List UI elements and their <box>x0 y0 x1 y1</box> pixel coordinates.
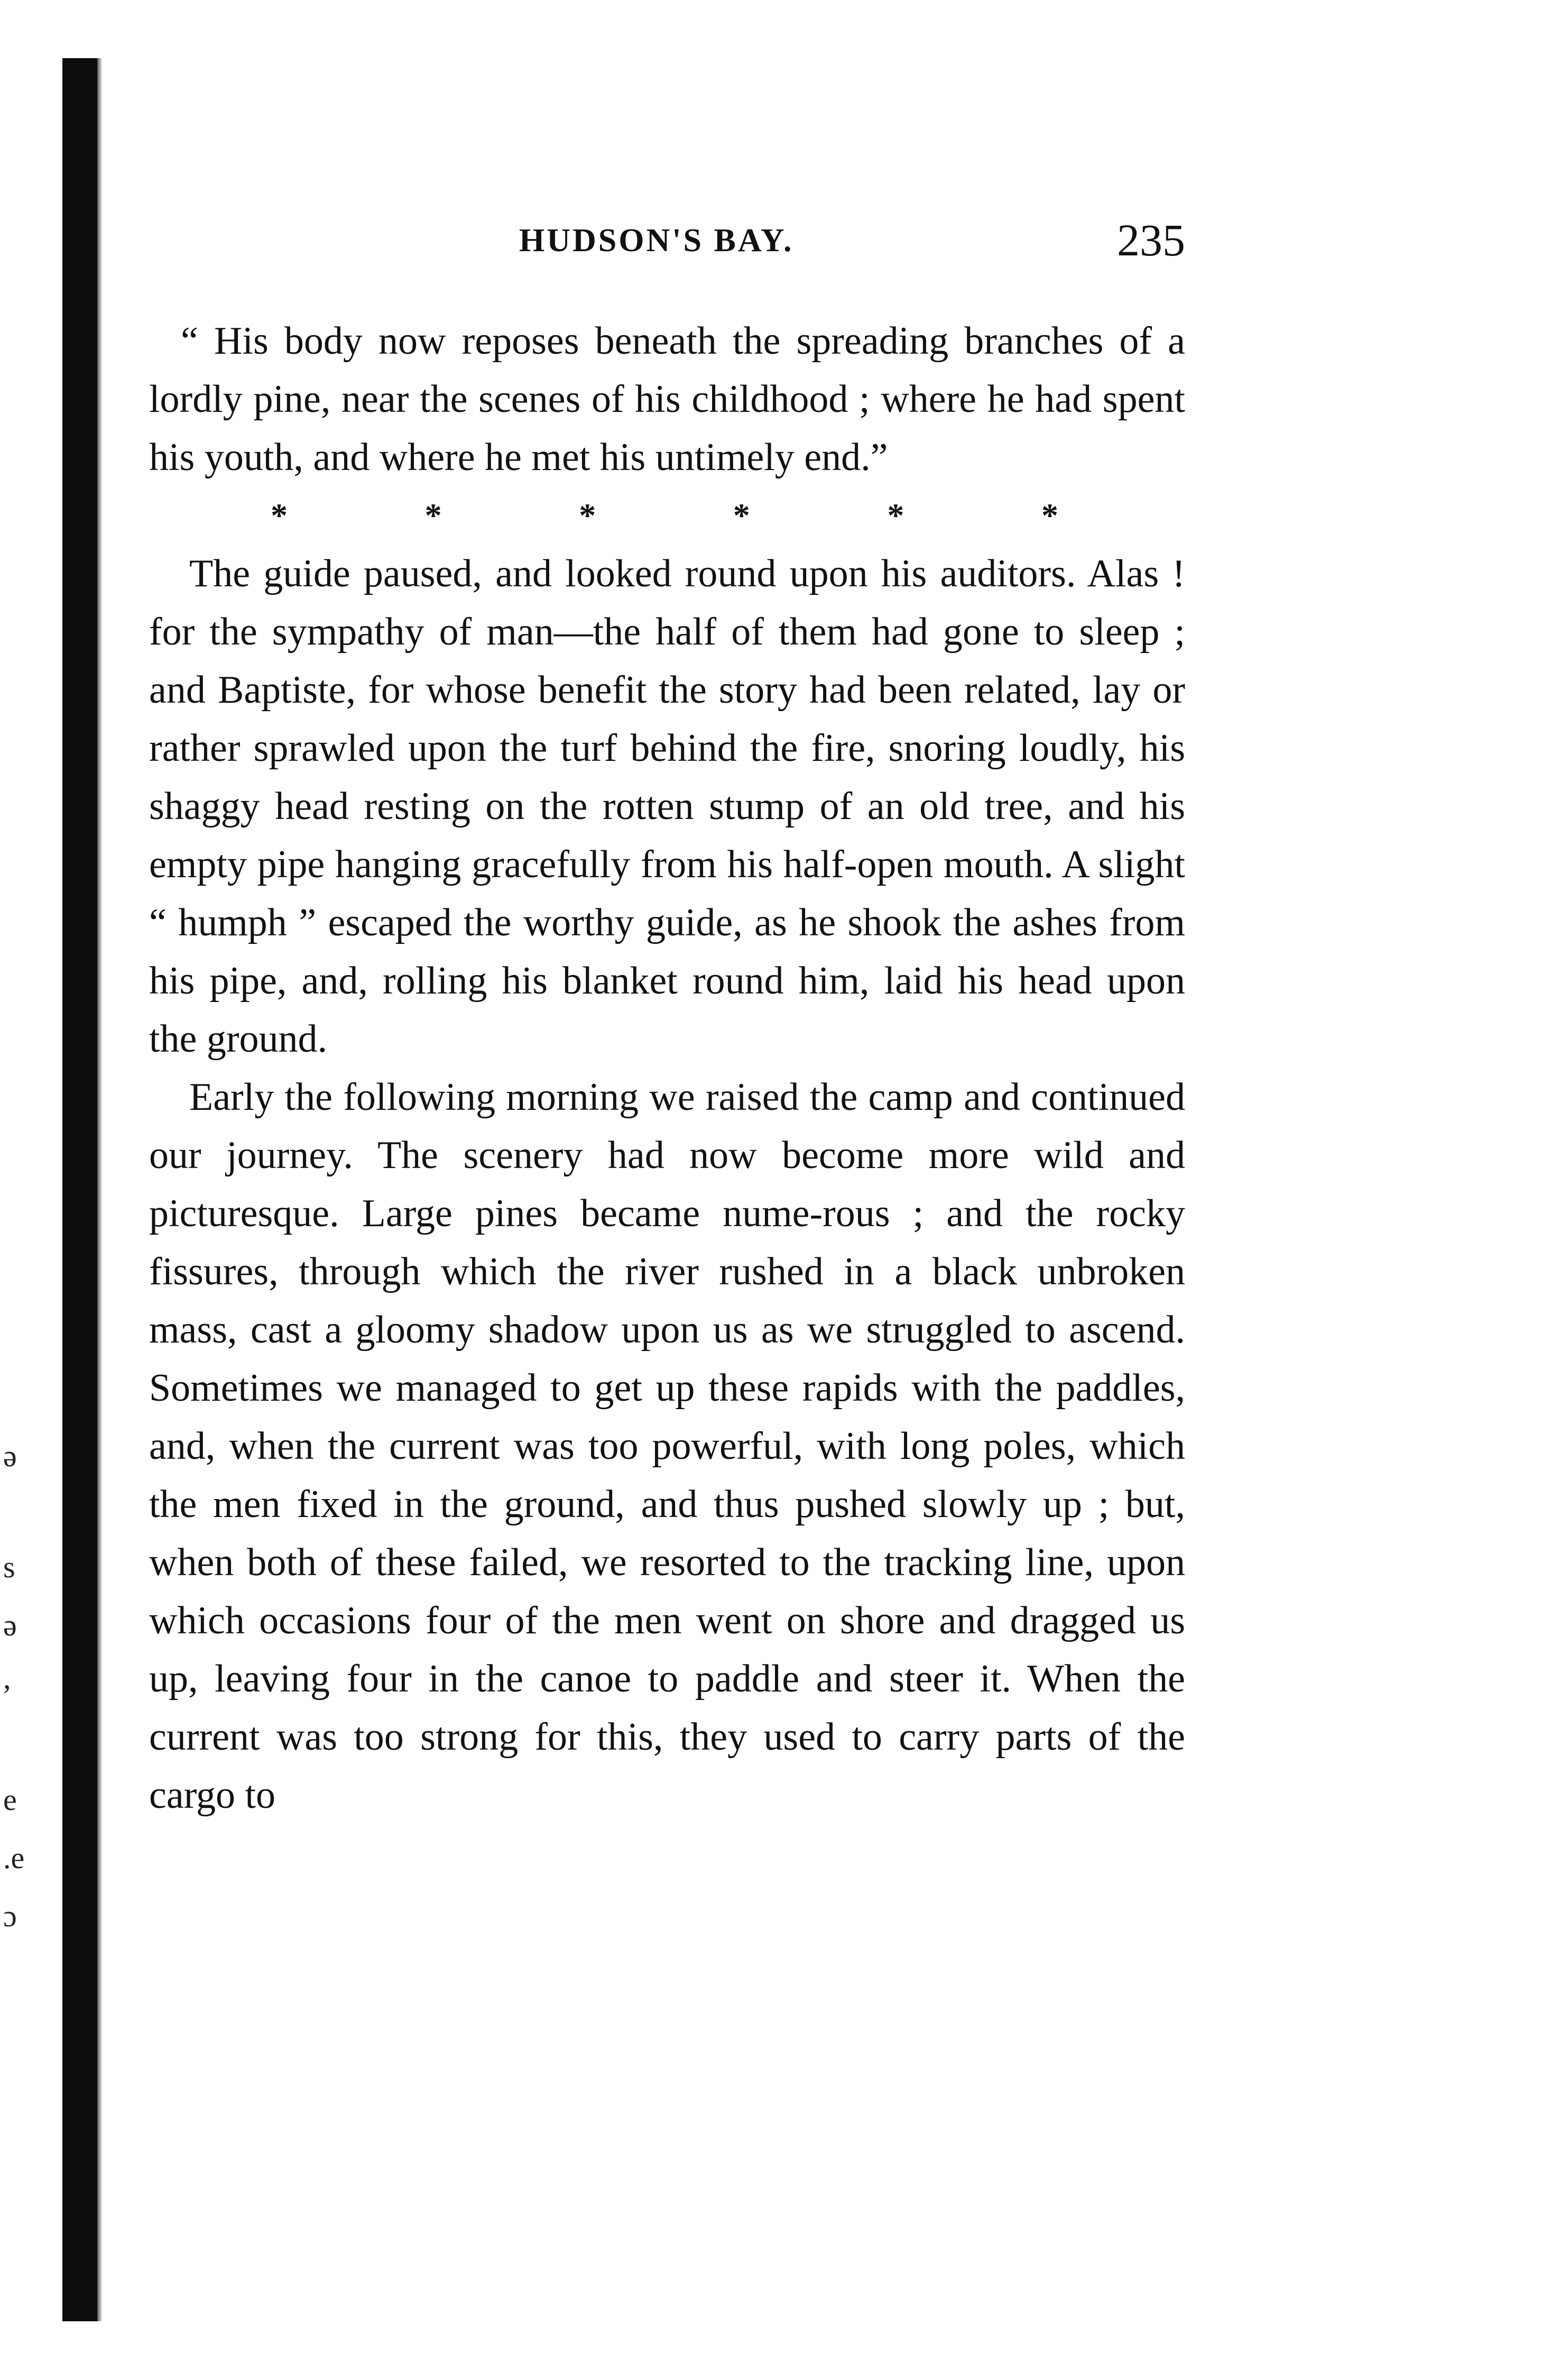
asterisk: * <box>733 497 750 534</box>
margin-fragment: .e <box>3 1841 25 1875</box>
page-number: 235 <box>1117 215 1185 265</box>
margin-fragment: ə <box>3 1439 17 1473</box>
margin-fragment: s <box>3 1550 15 1584</box>
binding-shadow-fade <box>97 58 103 2321</box>
asterisk: * <box>424 497 442 534</box>
paragraph-guide-paused: The guide paused, and looked round upon his auditors. Alas ! for the sympathy of man—the half of them had gone to sleep ; and Baptiste, for whose benefit the story had been related, lay or rather sprawled upon the turf behind the fire, snoring loudly, his shaggy head resting on the rotten stump of an old tree, and his empty pipe hanging gracefully from his half-open mouth. A slight “ humph ” escaped the worthy guide, as he shook the ashes from his pipe, and, rolling his blanket round him, laid his head upon the ground. <box>149 552 1185 1061</box>
paragraph-quote: “ His body now reposes beneath the spreading branches of a lordly pine, near the scenes of his childhood ; where he had spent his youth, and where he met his untimely end.” <box>149 319 1185 479</box>
paragraph-early-morning: Early the following morning we raised the camp and continued our journey. The scenery had now become more wild and picturesque. Large pines became nume-rous ; and the rocky fissures, through which the river rushed in a black unbroken mass, cast a gloomy shadow upon us as we struggled to ascend. Sometimes we managed to get up these rapids with the paddles, and, when the current was too powerful, with long poles, which the men fixed in the ground, and thus pushed slowly up ; but, when both of these failed, we resorted to the tracking line, upon which occasions four of the men went on shore and dragged us up, leaving four in the canoe to paddle and steer it. When the current was too strong for this, they used to carry parts of the cargo to <box>149 1076 1185 1817</box>
asterisk: * <box>271 497 288 534</box>
running-head <box>149 215 1185 280</box>
margin-fragment: ɔ <box>3 1899 17 1933</box>
binding-shadow <box>62 58 97 2321</box>
asterisk: * <box>887 497 904 534</box>
running-head-title: HUDSON'S BAY. <box>519 223 794 259</box>
asterism-divider <box>149 486 1185 545</box>
asterisk: * <box>1041 497 1058 534</box>
margin-fragment: ə <box>3 1608 17 1642</box>
asterisk: * <box>579 497 596 534</box>
body-text <box>149 312 1185 1824</box>
margin-fragment: e <box>3 1782 17 1817</box>
margin-fragment: , <box>3 1661 11 1695</box>
